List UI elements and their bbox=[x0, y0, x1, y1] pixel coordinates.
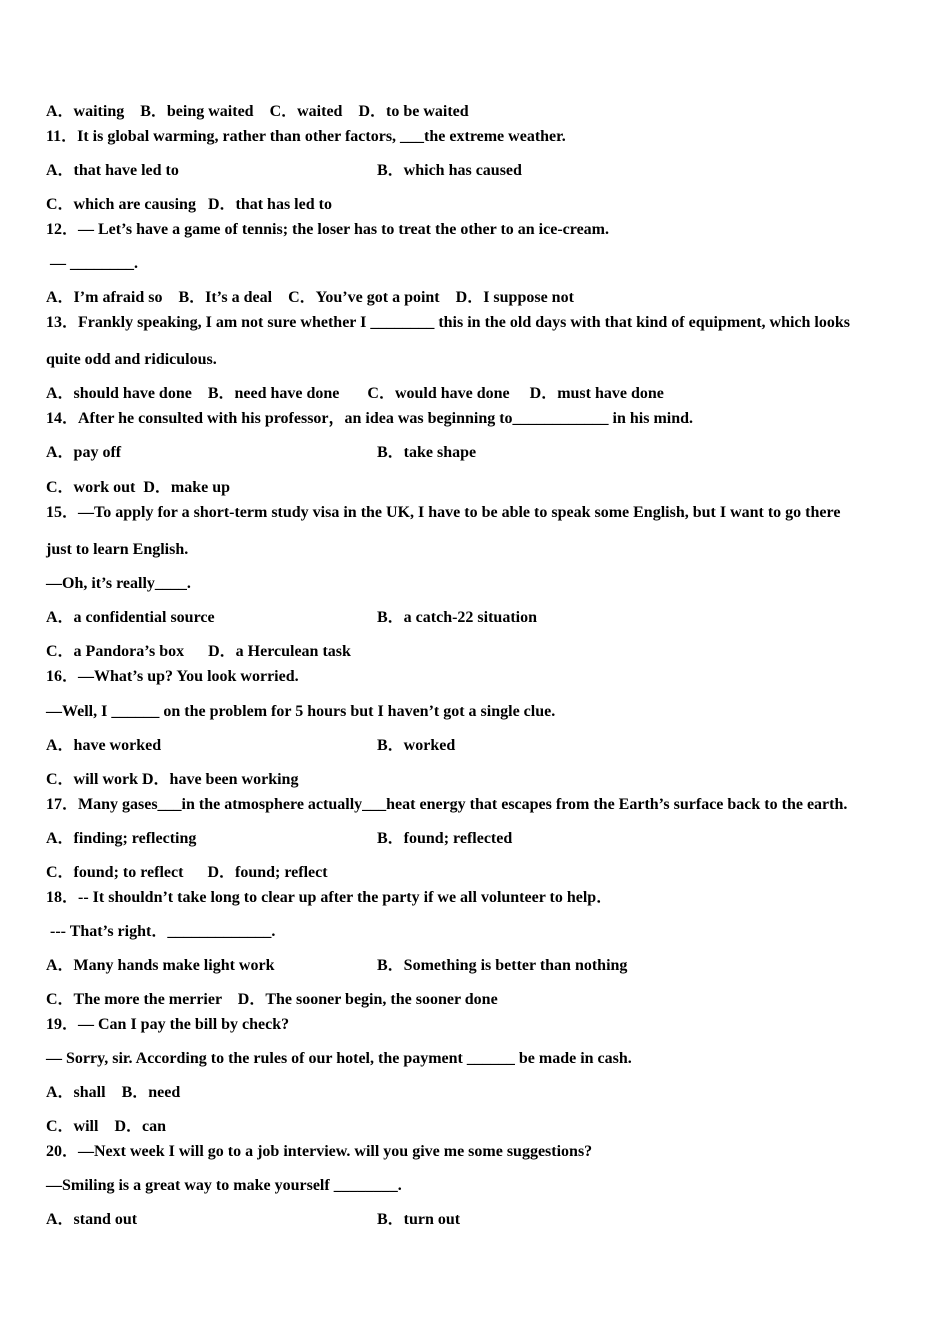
q15-reply: —Oh, it’s really____. bbox=[46, 575, 191, 592]
q13-stem-cont: quite odd and ridiculous. bbox=[46, 351, 217, 368]
q18-options-cd: C．The more the merrier D．The sooner begin, the sooner done bbox=[46, 991, 498, 1008]
q12-stem: 12．— Let’s have a game of tennis; the loser has to treat the other to an ice-cream. bbox=[46, 221, 609, 238]
q13-options: A．should have done B．need have done C．would have done D．must have done bbox=[46, 385, 664, 402]
q18-option-b: B．Something is better than nothing bbox=[377, 957, 628, 974]
q16-options-cd: C．will work D．have been working bbox=[46, 771, 299, 788]
q18-reply: --- That’s right．_____________. bbox=[46, 923, 276, 940]
q20-stem: 20．—Next week I will go to a job interview. will you give me some suggestions? bbox=[46, 1143, 593, 1160]
q20-reply: —Smiling is a great way to make yourself ________. bbox=[46, 1177, 402, 1194]
q20-option-b: B．turn out bbox=[377, 1211, 461, 1228]
q18-stem: 18．-- It shouldn’t take long to clear up after the party if we all volunteer to help． bbox=[46, 889, 613, 906]
q19-stem: 19．— Can I pay the bill by check? bbox=[46, 1016, 290, 1033]
q16-stem: 16．—What’s up? You look worried. bbox=[46, 668, 299, 685]
q11-options-cd: C．which are causing D．that has led to bbox=[46, 196, 332, 213]
q14-option-b: B．take shape bbox=[377, 444, 477, 461]
q16-reply: —Well, I ______ on the problem for 5 hours but I haven’t got a single clue. bbox=[46, 703, 556, 720]
q15-option-b: B．a catch-22 situation bbox=[377, 609, 538, 626]
q17-option-a: A．finding; reflecting bbox=[46, 830, 197, 847]
q15-stem-cont: just to learn English. bbox=[46, 541, 189, 558]
q17-options-cd: C．found; to reflect D．found; reflect bbox=[46, 864, 328, 881]
q12-reply: — ________. bbox=[46, 255, 138, 272]
q14-stem: 14．After he consulted with his professor，an idea was beginning to____________ in his mind. bbox=[46, 410, 694, 427]
q19-reply: — Sorry, sir. According to the rules of our hotel, the payment ______ be made in cash. bbox=[46, 1050, 632, 1067]
q16-option-b: B．worked bbox=[377, 737, 456, 754]
q17-option-b: B．found; reflected bbox=[377, 830, 513, 847]
q17-stem: 17．Many gases___in the atmosphere actually___heat energy that escapes from the Earth’s surface back to the earth. bbox=[46, 796, 848, 813]
q15-stem: 15．—To apply for a short-term study visa in the UK, I have to be able to speak some English, but I want to go there bbox=[46, 504, 841, 521]
q18-option-a: A．Many hands make light work bbox=[46, 957, 275, 974]
q19-options-ab: A．shall B．need bbox=[46, 1084, 181, 1101]
q15-options-cd: C．a Pandora’s box D．a Herculean task bbox=[46, 643, 351, 660]
q12-options: A．I’m afraid so B．It’s a deal C．You’ve got a point D．I suppose not bbox=[46, 289, 574, 306]
q11-stem: 11．It is global warming, rather than other factors, ___the extreme weather. bbox=[46, 128, 566, 145]
q15-option-a: A．a confidential source bbox=[46, 609, 215, 626]
q14-options-cd: C．work out D．make up bbox=[46, 479, 231, 496]
q10-options: A．waiting B．being waited C．waited D．to be waited bbox=[46, 103, 469, 120]
q19-options-cd: C．will D．can bbox=[46, 1118, 167, 1135]
q16-option-a: A．have worked bbox=[46, 737, 162, 754]
q11-option-a: A．that have led to bbox=[46, 162, 179, 179]
q14-option-a: A．pay off bbox=[46, 444, 122, 461]
q11-option-b: B．which has caused bbox=[377, 162, 522, 179]
q13-stem: 13．Frankly speaking, I am not sure whether I ________ this in the old days with that kind of equipment, which looks bbox=[46, 314, 850, 331]
q20-option-a: A．stand out bbox=[46, 1211, 138, 1228]
